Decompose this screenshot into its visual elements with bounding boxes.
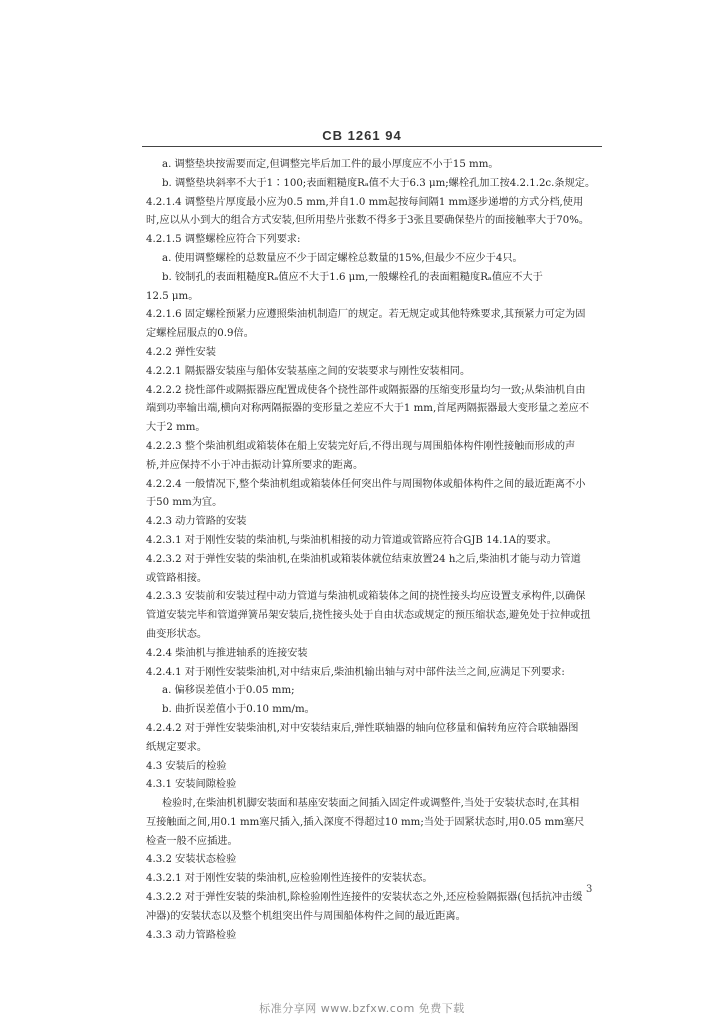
section-4-3-2: 4.3.2 安装状态检验	[146, 854, 237, 866]
text-line: 端到功率输出端,横向对称两隔振器的变形量之差应不大于1 mm,首尾两隔振器最大变形量之差应不	[146, 403, 590, 415]
clause-4-2-3-3: 4.2.3.3 安装前和安装过程中动力管道与柴油机或箱装体之间的挠性接头均应设置支承构件,以确保	[146, 591, 586, 603]
clause-4-2-4-1: 4.2.4.1 对于刚性安装柴油机,对中结束后,柴油机输出轴与对中部件法兰之间,应满足下列要求:	[146, 666, 565, 678]
text-line: 管道安装完毕和管道弹簧吊架安装后,挠性接头处于自由状态或规定的预压缩状态,避免处于拉伸或扭	[146, 610, 591, 622]
text-line: 或管路相接。	[146, 572, 208, 584]
body-text	[146, 156, 606, 945]
header-rule	[142, 146, 602, 147]
section-4-2-2: 4.2.2 弹性安装	[146, 346, 216, 358]
text-line: a. 调整垫块按需要而定,但调整完毕后加工件的最小厚度应不小于15 mm。	[162, 159, 499, 170]
standard-number-header: CB 1261 94	[322, 128, 402, 143]
section-4-3-3: 4.3.3 动力管路检验	[146, 929, 237, 941]
text-line: 曲变形状态。	[146, 628, 208, 640]
clause-4-2-2-2: 4.2.2.2 挠性部件或隔振器应配置成使各个挠性部件或隔振器的压缩变形量均匀一致;从柴油机自由	[146, 384, 586, 396]
text-line: b. 铰制孔的表面粗糙度Rₐ值应不大于1.6 μm,一般螺栓孔的表面粗糙度Rₐ值应不大于	[162, 271, 543, 283]
text-line: a. 偏移误差值小于0.05 mm;	[162, 685, 295, 697]
section-4-3: 4.3 安装后的检验	[146, 760, 227, 772]
footer-watermark: 标准分享网 www.bzfxw.com 免费下载	[259, 1002, 465, 1015]
text-line: 定螺栓屈服点的0.9倍。	[146, 328, 254, 340]
clause-4-3-2-2: 4.3.2.2 对于弹性安装的柴油机,除检验刚性连接件的安装状态之外,还应检验隔振器(包括抗冲击缓	[146, 892, 583, 904]
clause-4-2-3-1: 4.2.3.1 对于刚性安装的柴油机,与柴油机相接的动力管道或管路应符合GJB 14.1A的要求。	[146, 534, 557, 546]
text-line: b. 调整垫块斜率不大于1∶100;表面粗糙度Rₐ值不大于6.3 μm;螺栓孔加工按4.2.1.2c.条规定。	[162, 177, 596, 189]
text-line: 纸规定要求。	[146, 741, 208, 753]
clause-4-2-1-6: 4.2.1.6 固定螺栓预紧力应遵照柴油机制造厂的规定。若无规定或其他特殊要求,其预紧力可定为固	[146, 309, 586, 321]
text-line: 冲器)的安装状态以及整个机组突出件与周围船体构件之间的最近距离。	[146, 910, 466, 922]
clause-4-2-1-5: 4.2.1.5 调整螺栓应符合下列要求:	[146, 234, 301, 246]
section-4-2-3: 4.2.3 动力管路的安装	[146, 516, 247, 528]
text-line: 于50 mm为宜。	[146, 497, 223, 509]
section-4-3-1: 4.3.1 安装间隙检验	[146, 779, 237, 791]
text-line: 检查一般不应插进。	[146, 835, 238, 847]
text-line: 时,应以从小到大的组合方式安装,但所用垫片张数不得多于3张且要确保垫片的面接触率大于70%。	[146, 215, 590, 227]
text-line: a. 使用调整螺栓的总数量应不少于固定螺栓总数量的15%,但最少不应少于4只。	[162, 252, 523, 264]
clause-4-2-2-4: 4.2.2.4 一般情况下,整个柴油机组或箱装体任何突出件与周围物体或船体构件之间的最近距离不小	[146, 478, 586, 490]
page-number: 3	[586, 884, 593, 895]
text-line: 12.5 μm。	[146, 290, 199, 302]
clause-4-2-4-2: 4.2.4.2 对于弹性安装柴油机,对中安装结束后,弹性联轴器的轴向位移量和偏转角应符合联轴器图	[146, 722, 579, 734]
text-line: 桥,并应保持不小于冲击振动计算所要求的距离。	[146, 459, 364, 471]
text-line: 检验时,在柴油机机脚安装面和基座安装面之间插入固定件或调整件,当处于安装状态时,在其相	[162, 798, 580, 810]
clause-4-2-3-2: 4.2.3.2 对于弹性安装的柴油机,在柴油机或箱装体就位结束放置24 h之后,柴油机才能与动力管道	[146, 553, 581, 565]
text-line: b. 曲折误差值小于0.10 mm/m。	[162, 704, 315, 716]
text-line: 大于2 mm。	[146, 422, 206, 434]
clause-4-2-2-1: 4.2.2.1 隔振器安装座与船体安装基座之间的安装要求与刚性安装相同。	[146, 365, 471, 377]
text-line: 互接触面之间,用0.1 mm塞尺插入,插入深度不得超过10 mm;当处于固紧状态时,用0.05 mm塞尺	[146, 816, 585, 828]
clause-4-2-2-3: 4.2.2.3 整个柴油机组或箱装体在船上安装完好后,不得出现与周围船体构件刚性接触而形成的声	[146, 440, 576, 452]
clause-4-3-2-1: 4.3.2.1 对于刚性安装的柴油机,应检验刚性连接件的安装状态。	[146, 873, 433, 885]
section-4-2-4: 4.2.4 柴油机与推进轴系的连接安装	[146, 647, 308, 659]
clause-4-2-1-4: 4.2.1.4 调整垫片厚度最小应为0.5 mm,并自1.0 mm起按每间隔1 mm逐步递增的方式分档,使用	[146, 196, 584, 208]
